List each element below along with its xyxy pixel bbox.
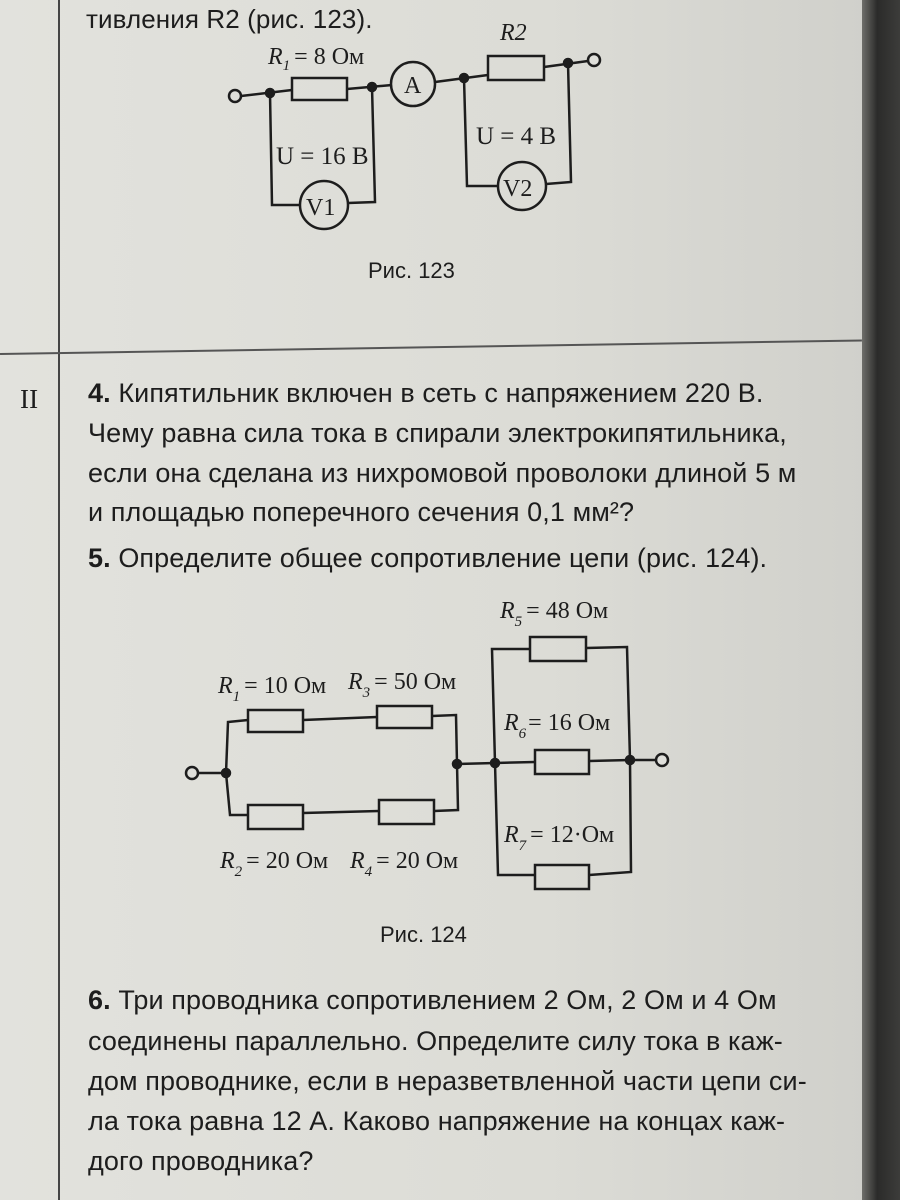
top-text-fragment: тивления R2 (рис. 123). xyxy=(86,4,373,34)
problem-6-line-2: соединены параллельно. Определите силу тока в каж- xyxy=(88,1026,783,1056)
fig123-v1-label: V1 xyxy=(306,195,336,221)
problem-4-text-1: Кипятильник включен в сеть с напряжением 220 В. xyxy=(118,378,764,408)
fig124-r1-label: $R_1 = 10$ Ом xyxy=(218,673,327,705)
problem-6-text-1: Три проводника сопротивлением 2 Ом, 2 Ом и 4 Ом xyxy=(118,985,777,1015)
section-divider xyxy=(0,339,862,355)
problem-6-line-3: дом проводнике, если в неразветвленной части цепи си- xyxy=(88,1066,807,1096)
figure-124-circuit xyxy=(0,580,862,910)
fig124-r2-label: $R_2 = 20$ Ом xyxy=(220,848,329,880)
section-number: II xyxy=(20,384,39,414)
problem-6-number: 6. xyxy=(88,985,111,1015)
problem-6-line-5: дого проводника? xyxy=(88,1146,314,1176)
problem-5 xyxy=(88,543,767,574)
figure-123-caption: Рис. 123 xyxy=(368,258,455,283)
problem-4-line-3: если она сделана из нихромовой проволоки длиной 5 м xyxy=(88,458,797,488)
fig124-r7-label: $R_7 = 12\cdot Ом$ xyxy=(504,822,615,854)
fig123-r1-label: $R_1 = 8$ Ом xyxy=(268,44,365,74)
fig123-ammeter-label: A xyxy=(404,73,422,99)
problem-4-line-2: Чему равна сила тока в спирали электрокипятильника, xyxy=(88,418,787,448)
problem-4-line-4: и площадью поперечного сечения 0,1 мм²? xyxy=(88,497,635,527)
fig124-r6-label: $R_6= 16$ Ом xyxy=(504,710,611,742)
figure-124-caption: Рис. 124 xyxy=(380,922,467,947)
problem-6-line-1 xyxy=(88,985,777,1016)
problem-5-text: Определите общее сопротивление цепи (рис. 124). xyxy=(118,543,768,573)
problem-5-number: 5. xyxy=(88,543,111,573)
fig124-r5-label: $R_5 = 48$ Ом xyxy=(500,598,609,630)
fig123-r2-label: R2 xyxy=(500,20,527,46)
fig123-u1-label: U = 16 В xyxy=(276,143,369,170)
problem-4-number: 4. xyxy=(88,378,111,408)
fig123-u2-label: U = 4 В xyxy=(476,123,557,150)
page-edge-shadow xyxy=(862,0,900,1200)
problem-4-line-1 xyxy=(88,378,764,409)
fig123-v2-label: V2 xyxy=(503,176,533,202)
problem-6-line-4: ла тока равна 12 А. Каково напряжение на концах каж- xyxy=(88,1106,786,1136)
figure-123-circuit xyxy=(0,0,862,300)
fig124-r4-label: $R_4 = 20$ Ом xyxy=(350,848,459,880)
fig124-r3-label: $R_3 = 50$ Ом xyxy=(348,669,457,701)
